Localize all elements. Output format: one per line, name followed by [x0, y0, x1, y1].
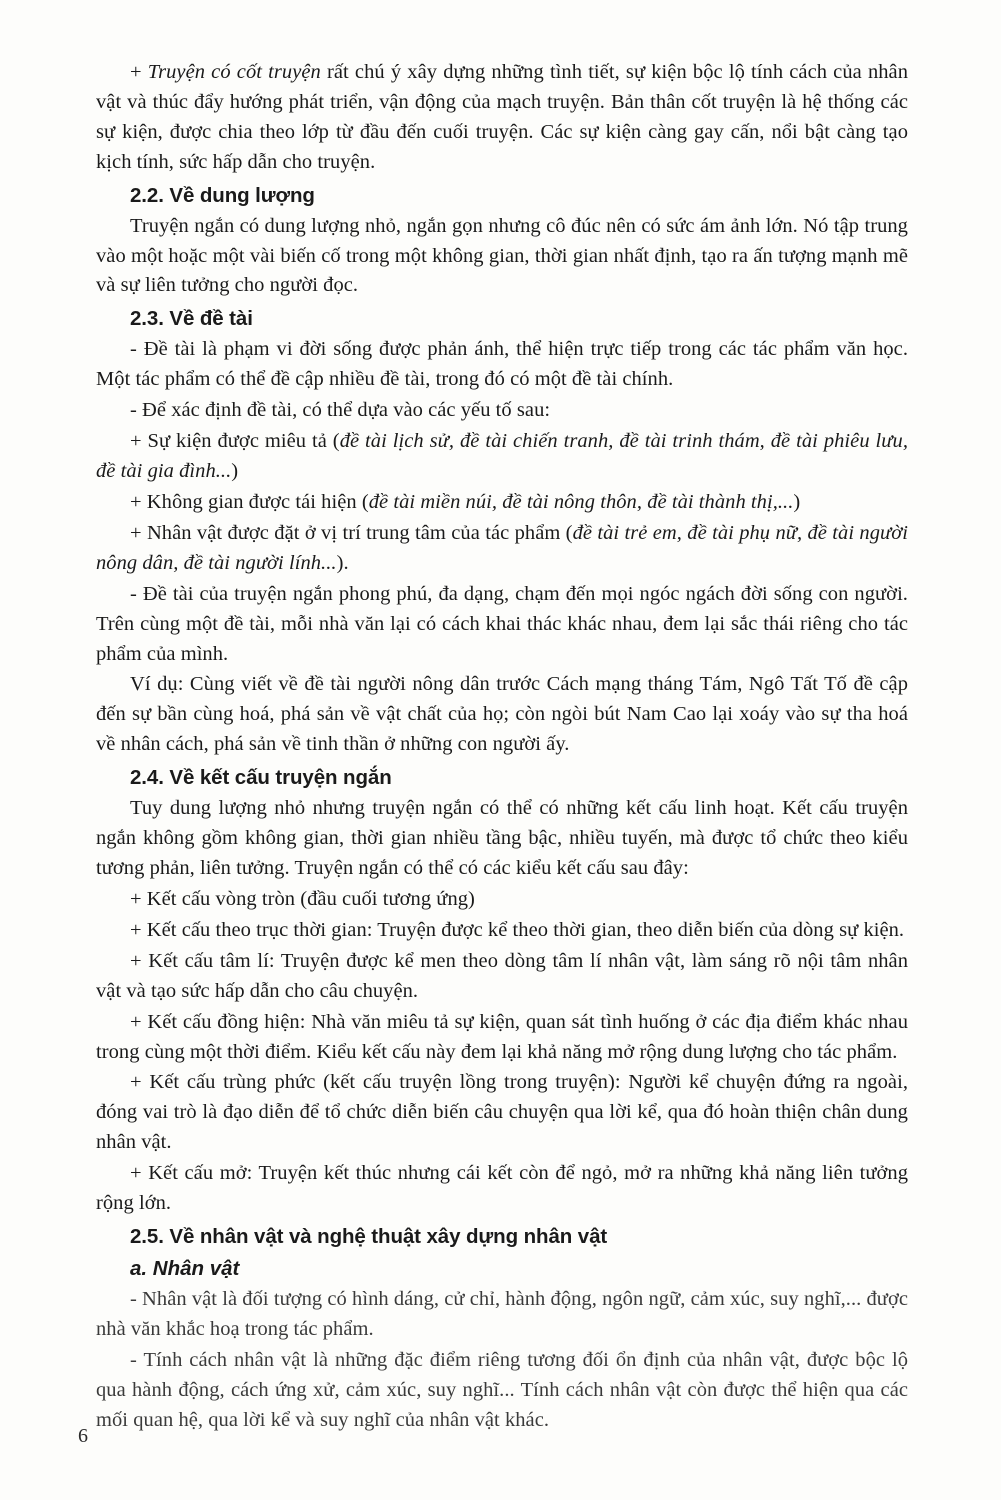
paragraph-ket-cau-mo: + Kết cấu mở: Truyện kết thúc nhưng cái kết còn để ngỏ, mở ra những khả năng liên tưởng rộng lớn.: [96, 1162, 908, 1215]
text-run: + Không gian được tái hiện (: [130, 490, 369, 513]
page-body: [96, 58, 908, 1436]
paragraph-khong-gian-tai-hien: [96, 488, 908, 518]
paragraph-ket-cau-dong-hien: + Kết cấu đồng hiện: Nhà văn miêu tả sự kiện, quan sát tình huống ở các địa điểm khác nhau trong cùng một thời điểm. Kiểu kết cấu này đem lại khả năng mở rộng dung lượng cho tác phẩm.: [96, 1010, 908, 1063]
subheading-a-nhan-vat: a. Nhân vật: [130, 1256, 240, 1280]
paragraph-nhan-vat-dinh-nghia: - Nhân vật là đối tượng có hình dáng, cử chỉ, hành động, ngôn ngữ, cảm xúc, suy nghĩ,... được nhà văn khắc hoạ trong tác phẩm.: [96, 1287, 908, 1340]
text-run: ).: [336, 551, 349, 574]
text-run: + Nhân vật được đặt ở vị trí trung tâm của tác phẩm (: [130, 521, 573, 544]
paragraph-ket-cau-intro: Tuy dung lượng nhỏ nhưng truyện ngắn có thể có những kết cấu linh hoạt. Kết cấu truyện ngắn không gồm không gian, thời gian nhiều tầng bậc, nhiều tuyến, mà được tổ chức theo kiểu tương phản, liên tưởng. Truyện ngắn có thể có các kiểu kết cấu sau đây:: [96, 797, 908, 879]
paragraph-ket-cau-trung-phuc: + Kết cấu trùng phức (kết cấu truyện lồng trong truyện): Người kể chuyện đứng ra ngoài, đóng vai trò là đạo diễn để tổ chức diễn biến câu chuyện qua lời kể, qua đó hoàn thiện chân dung nhân vật.: [96, 1071, 908, 1154]
heading-2-5: 2.5. Về nhân vật và nghệ thuật xây dựng nhân vật: [130, 1225, 608, 1249]
text-run: ): [231, 459, 239, 482]
page-number: 6: [78, 1425, 88, 1447]
text-run: + Sự kiện được miêu tả (: [130, 430, 340, 453]
text-run: +: [130, 61, 148, 83]
paragraph-ket-cau-vong-tron: + Kết cấu vòng tròn (đầu cuối tương ứng): [130, 887, 475, 910]
text-run: ): [793, 490, 801, 513]
text-run-italic: đề tài trẻ em, đề tài phụ nữ, đề tài người nông dân, đề tài người lính...: [96, 521, 908, 574]
paragraph-dung-luong: Truyện ngắn có dung lượng nhỏ, ngắn gọn nhưng cô đúc nên có sức ám ảnh lớn. Nó tập trung vào một hoặc một vài biến cố trong một không gian, thời gian nhất định, tạo ra ấn tượng mạnh mẽ và sự liên tưởng cho người đọc.: [96, 214, 908, 297]
paragraph-de-tai-dinh-nghia: - Đề tài là phạm vi đời sống được phản ánh, thể hiện trực tiếp trong các tác phẩm văn học. Một tác phẩm có thể đề cập nhiều đề tài, trong đó có một đề tài chính.: [96, 338, 908, 391]
paragraph-intro-cot-truyen: [96, 58, 908, 178]
paragraph-vi-du: Ví dụ: Cùng viết về đề tài người nông dân trước Cách mạng tháng Tám, Ngô Tất Tố đề cập đến sự bần cùng hoá, phá sản về vật chất của họ; còn ngòi bút Nam Cao lại xoáy vào sự tha hoá về nhân cách, phá sản về tinh thần ở những con người ấy.: [96, 673, 908, 756]
text-run-italic: đề tài miền núi, đề tài nông thôn, đề tài thành thị,...: [368, 490, 794, 513]
paragraph-de-tai-phong-phu: - Đề tài của truyện ngắn phong phú, đa dạng, chạm đến mọi ngóc ngách đời sống con người. Trên cùng một đề tài, mỗi nhà văn lại có cách khai thác khác nhau, đem lại sắc thái riêng cho tác phẩm của mình.: [96, 582, 908, 665]
text-run-italic: Truyện có cốt truyện: [147, 61, 321, 83]
heading-2-4: 2.4. Về kết cấu truyện ngắn: [130, 766, 392, 790]
paragraph-de-tai-xac-dinh: - Để xác định đề tài, có thể dựa vào các yếu tố sau:: [130, 399, 551, 422]
heading-2-3: 2.3. Về đề tài: [130, 307, 253, 331]
paragraph-nhan-vat-trung-tam: [96, 519, 908, 579]
text-run-italic: đề tài lịch sử, đề tài chiến tranh, đề tài trinh thám, đề tài phiêu lưu, đề tài gia đình...: [96, 430, 908, 482]
paragraph-tinh-cach-nhan-vat: - Tính cách nhân vật là những đặc điểm riêng tương đối ổn định của nhân vật, được bộc lộ qua hành động, cách ứng xử, cảm xúc, suy nghĩ... Tính cách nhân vật còn được thể hiện qua các mối quan hệ, qua lời kể và suy nghĩ của nhân vật khác.: [96, 1348, 908, 1431]
heading-2-2: 2.2. Về dung lượng: [130, 183, 315, 207]
paragraph-ket-cau-truc-thoi-gian: + Kết cấu theo trục thời gian: Truyện được kể theo thời gian, theo diễn biến của dòng sự kiện.: [130, 918, 905, 941]
paragraph-ket-cau-tam-li: + Kết cấu tâm lí: Truyện được kể men theo dòng tâm lí nhân vật, làm sáng rõ nội tâm nhân vật và tạo sức hấp dẫn cho câu chuyện.: [96, 949, 908, 1002]
text-run: rất chú ý xây dựng những tình tiết, sự kiện bộc lộ tính cách của nhân vật và thúc đẩy hướng phát triển, vận động của mạch truyện. Bản thân cốt truyện là hệ thống các sự kiện, được chia theo lớp từ đầu đến cuối truyện. Các sự kiện càng gay cấn, nổi bật càng tạo kịch tính, sức hấp dẫn cho truyện.: [96, 61, 908, 173]
paragraph-su-kien-mieu-ta: [96, 427, 908, 487]
